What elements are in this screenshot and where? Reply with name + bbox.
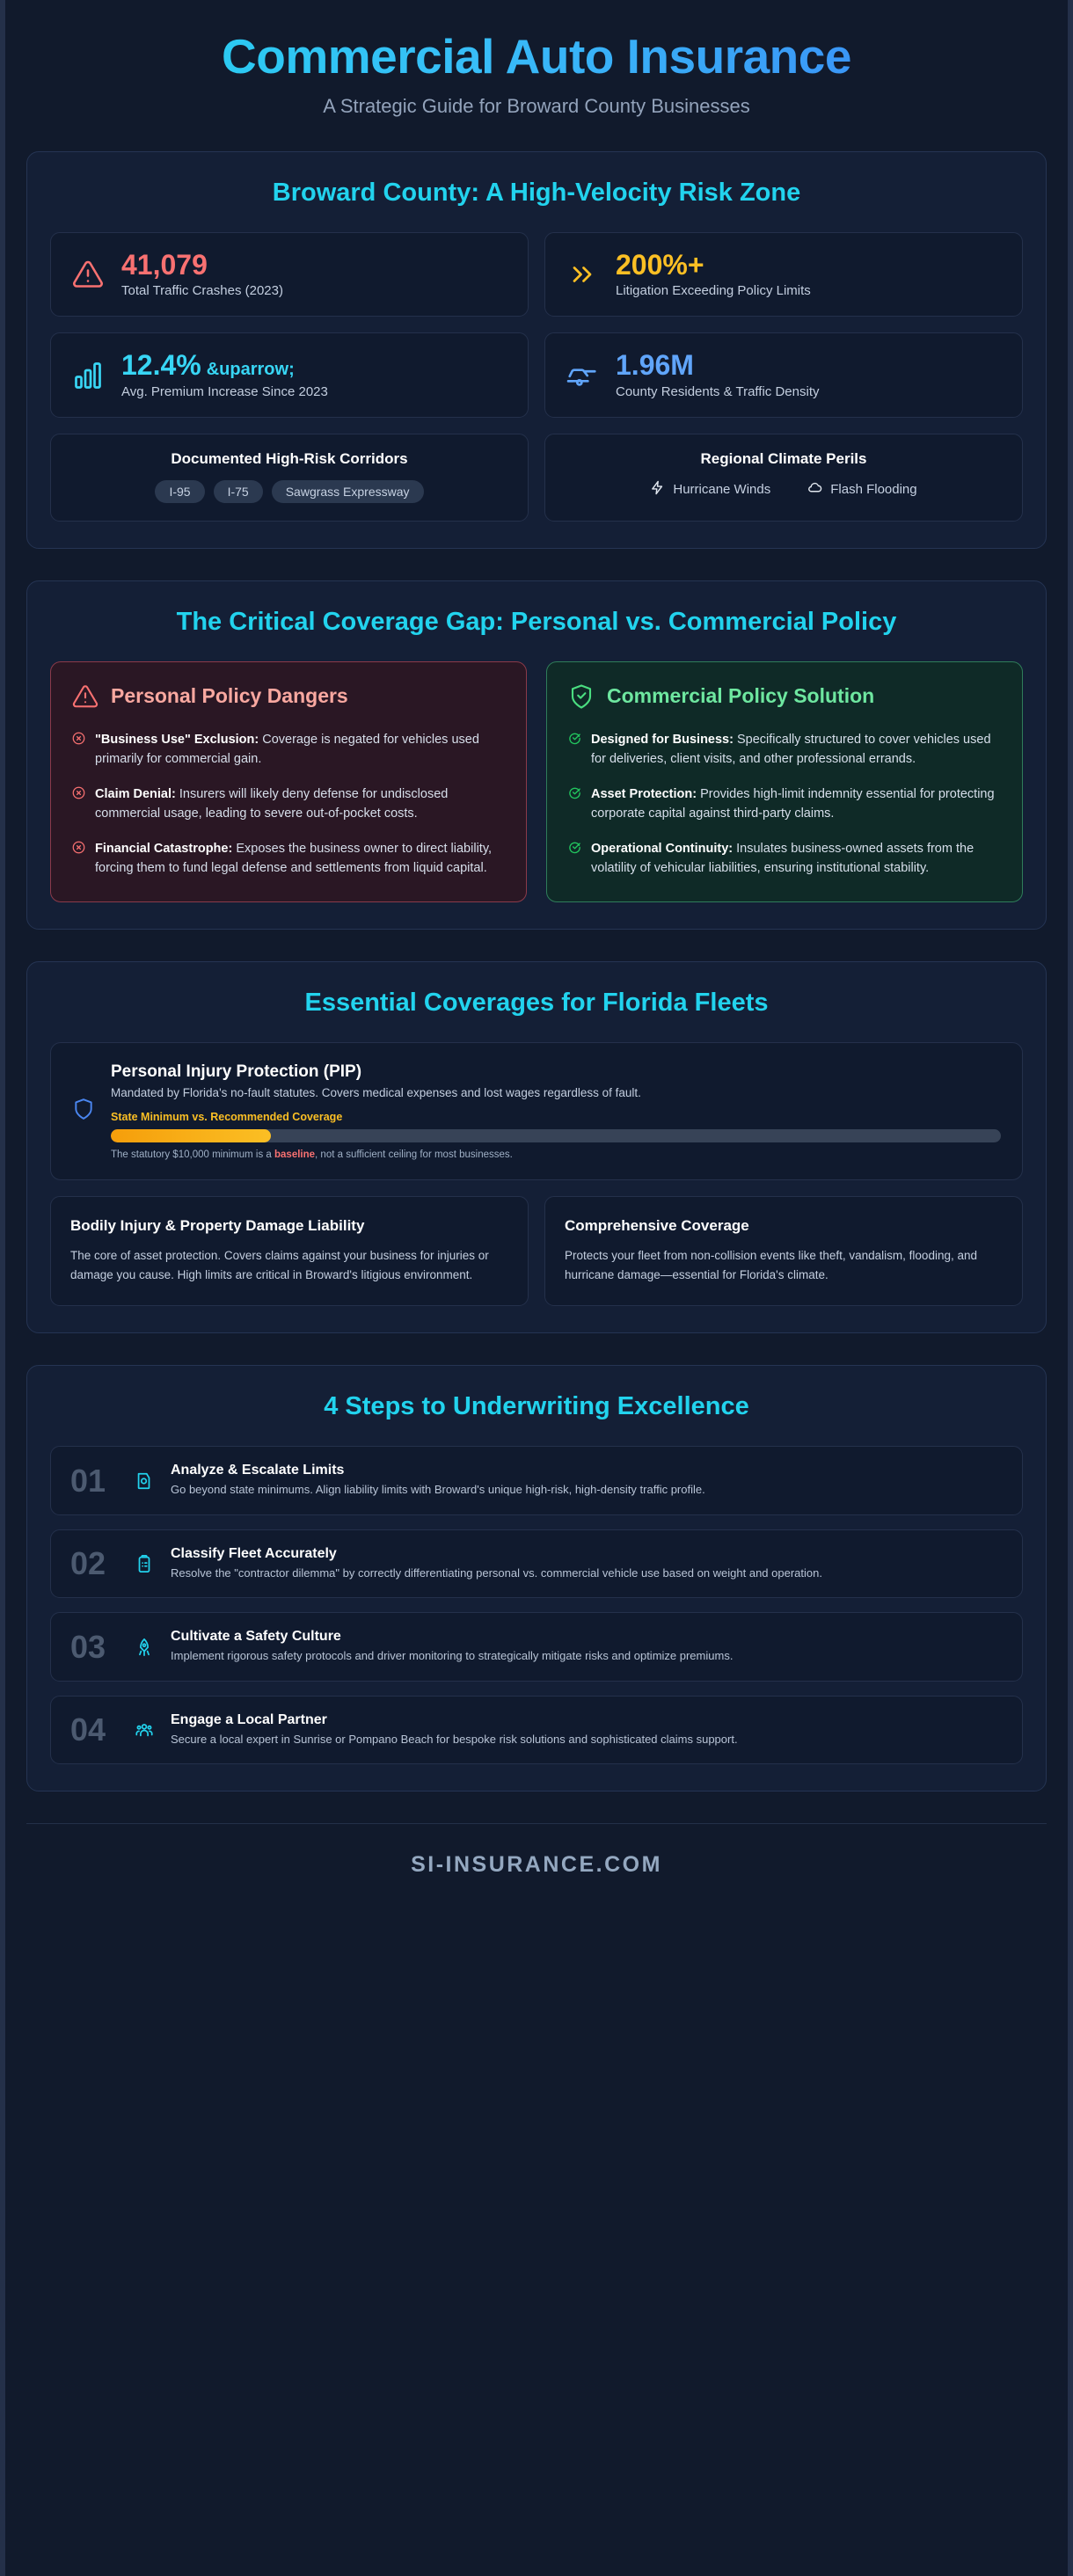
list-item-text (591, 730, 1001, 770)
bar-chart-icon (70, 358, 106, 393)
step-row-4 (50, 1696, 1023, 1765)
pip-body (111, 1062, 1001, 1160)
step-row-2 (50, 1529, 1023, 1599)
stat-value: 12.4% (121, 349, 201, 382)
list-item (72, 730, 505, 770)
list-item-bold: Financial Catastrophe: (95, 841, 233, 856)
stat-value: 1.96M (616, 349, 694, 382)
check-circle-icon (568, 841, 581, 879)
step-desc: Go beyond state minimums. Align liability limits with Broward's unique high-risk, high-density traffic profile. (171, 1483, 705, 1497)
page-title: Commercial Auto Insurance (26, 30, 1047, 84)
list-item-bold: Designed for Business: (591, 733, 734, 747)
list-item-text (95, 784, 505, 824)
stat-value-row (121, 351, 328, 381)
list-item-rest: Coverage is negated for vehicles used primarily for commercial gain. (95, 733, 479, 767)
list-item (568, 839, 1001, 879)
list-item-rest: Exposes the business owner to direct liability, forcing them to fund legal defense and settlements from liquid capital. (95, 841, 493, 876)
stat-value: 41,079 (121, 248, 208, 281)
car-icon (565, 358, 600, 393)
x-circle-icon (72, 841, 85, 879)
card-header (568, 683, 1001, 714)
peril-item-hurricane (650, 480, 770, 499)
stat-label: Avg. Premium Increase Since 2023 (121, 383, 328, 399)
solution-list (568, 730, 1001, 879)
list-item-bold: Asset Protection: (591, 786, 697, 801)
list-item-text (95, 730, 505, 770)
list-item-rest: Provides high-limit indemnity essential for protecting corporate capital against third-party claims. (591, 786, 995, 821)
clipboard-list-icon (132, 1554, 157, 1573)
corridors-card (50, 434, 529, 522)
coverage-card-title: Bodily Injury & Property Damage Liability (70, 1216, 365, 1234)
perils-list (563, 480, 1004, 499)
step-number: 01 (70, 1462, 106, 1499)
rocket-icon (132, 1638, 157, 1657)
coverage-card-comprehensive (544, 1196, 1023, 1306)
list-item-bold: Operational Continuity: (591, 841, 734, 856)
list-item (568, 730, 1001, 770)
perils-card (544, 434, 1023, 522)
steps-section (26, 1365, 1047, 1792)
risk-zone-section (26, 151, 1047, 549)
lightning-bolt-icon (650, 480, 665, 499)
coverage-card-grid (50, 1196, 1023, 1306)
stat-label: Litigation Exceeding Policy Limits (616, 283, 811, 299)
stat-card-residents (544, 332, 1023, 418)
peril-label: Flash Flooding (830, 481, 917, 497)
shield-icon (72, 1098, 95, 1125)
list-item (72, 839, 505, 879)
risk-detail-grid (50, 434, 1023, 522)
coverage-gap-section (26, 580, 1047, 930)
users-group-icon (132, 1720, 157, 1740)
double-chevron-right-icon (565, 257, 600, 292)
list-item-bold: Claim Denial: (95, 786, 176, 801)
commercial-policy-solution-card (546, 661, 1023, 902)
list-item-rest: Insurers will likely deny defense for undisclosed commercial usage, leading to severe out-of-pocket costs. (95, 786, 449, 821)
cloud-icon (807, 480, 822, 499)
coverage-card-desc: The core of asset protection. Covers claims against your business for injuries or damage you cause. High limits are critical in Broward's litigious environment. (70, 1249, 489, 1281)
step-row-1 (50, 1446, 1023, 1515)
essential-coverages-section (26, 961, 1047, 1333)
stat-label: County Residents & Traffic Density (616, 383, 820, 399)
pip-note-bold: baseline (274, 1149, 316, 1160)
check-circle-icon (568, 786, 581, 824)
step-number: 02 (70, 1545, 106, 1582)
stat-label: Total Traffic Crashes (2023) (121, 283, 283, 299)
stat-grid (50, 232, 1023, 418)
step-title: Cultivate a Safety Culture (171, 1629, 341, 1645)
comparison-grid (50, 661, 1023, 902)
personal-policy-dangers-card (50, 661, 527, 902)
stat-card-litigation (544, 232, 1023, 317)
step-desc: Secure a local expert in Sunrise or Pompano Beach for bespoke risk solutions and sophisticated claims support. (171, 1732, 738, 1746)
peril-label: Hurricane Winds (673, 481, 771, 497)
pip-progress-fill (111, 1129, 271, 1142)
pip-title: Personal Injury Protection (PIP) (111, 1062, 362, 1081)
page-header (26, 0, 1047, 151)
step-title: Classify Fleet Accurately (171, 1545, 337, 1561)
pip-desc: Mandated by Florida's no-fault statutes. Covers medical expenses and lost wages regardless of fault. (111, 1085, 641, 1099)
coverage-card-bodily-injury (50, 1196, 529, 1306)
corridor-chip[interactable]: Sawgrass Expressway (272, 480, 424, 503)
stat-card-premium (50, 332, 529, 418)
stat-value-suffix: &uparrow; (206, 360, 295, 380)
step-number: 04 (70, 1711, 106, 1748)
step-row-3 (50, 1612, 1023, 1682)
list-item-text (95, 839, 505, 879)
shield-check-icon (568, 683, 595, 714)
pip-note (111, 1149, 1001, 1160)
x-circle-icon (72, 786, 85, 824)
stat-card-crashes (50, 232, 529, 317)
step-desc: Implement rigorous safety protocols and driver monitoring to strategically mitigate risks and optimize premiums. (171, 1649, 734, 1663)
steps-title: 4 Steps to Underwriting Excellence (324, 1392, 749, 1421)
list-item-text (591, 784, 1001, 824)
pip-note-after: , not a sufficient ceiling for most businesses. (315, 1149, 513, 1160)
corridor-chip[interactable]: I-75 (214, 480, 263, 503)
step-title: Engage a Local Partner (171, 1711, 327, 1727)
pip-feature-card (50, 1042, 1023, 1180)
coverage-card-desc: Protects your fleet from non-collision events like theft, vandalism, flooding, and hurricane damage—essential for Florida's climate. (565, 1249, 977, 1281)
page-subtitle: A Strategic Guide for Broward County Businesses (323, 94, 750, 117)
list-item-text (591, 839, 1001, 879)
page-footer (26, 1823, 1047, 1908)
corridor-chip[interactable]: I-95 (155, 480, 204, 503)
essential-coverages-title: Essential Coverages for Florida Fleets (304, 988, 769, 1017)
step-number: 03 (70, 1628, 106, 1665)
card-heading: Commercial Policy Solution (607, 684, 875, 707)
risk-zone-title: Broward County: A High-Velocity Risk Zone (272, 178, 801, 207)
list-item-rest: Specifically structured to cover vehicles used for deliveries, client visits, and other professional errands. (591, 733, 991, 767)
pip-note-before: The statutory $10,000 minimum is a (111, 1149, 274, 1160)
peril-item-flooding (807, 480, 916, 499)
list-item (72, 784, 505, 824)
stat-value: 200%+ (616, 248, 704, 281)
list-item (568, 784, 1001, 824)
car-shield-icon (132, 1471, 157, 1491)
corridors-title: Documented High-Risk Corridors (171, 449, 408, 467)
coverage-gap-title: The Critical Coverage Gap: Personal vs. Commercial Policy (176, 607, 897, 636)
step-desc: Resolve the "contractor dilemma" by correctly differentiating personal vs. commercial vehicle use based on weight and operation. (171, 1565, 822, 1580)
warning-triangle-icon (70, 257, 106, 292)
check-circle-icon (568, 732, 581, 770)
footer-brand: SI-INSURANCE.COM (411, 1852, 662, 1878)
list-item-rest: Insulates business-owned assets from the volatility of vehicular liabilities, ensuring institutional stability. (591, 841, 974, 876)
danger-list (72, 730, 505, 879)
step-title: Analyze & Escalate Limits (171, 1463, 345, 1478)
warning-triangle-icon (72, 683, 99, 714)
corridor-chip-list (69, 480, 510, 503)
pip-progress-track (111, 1129, 1001, 1142)
list-item-bold: "Business Use" Exclusion: (95, 733, 259, 747)
coverage-card-title: Comprehensive Coverage (565, 1216, 749, 1234)
card-heading: Personal Policy Dangers (111, 684, 348, 707)
card-header (72, 683, 505, 714)
pip-bar-label: State Minimum vs. Recommended Coverage (111, 1110, 343, 1123)
x-circle-icon (72, 732, 85, 770)
perils-title: Regional Climate Perils (700, 449, 867, 467)
